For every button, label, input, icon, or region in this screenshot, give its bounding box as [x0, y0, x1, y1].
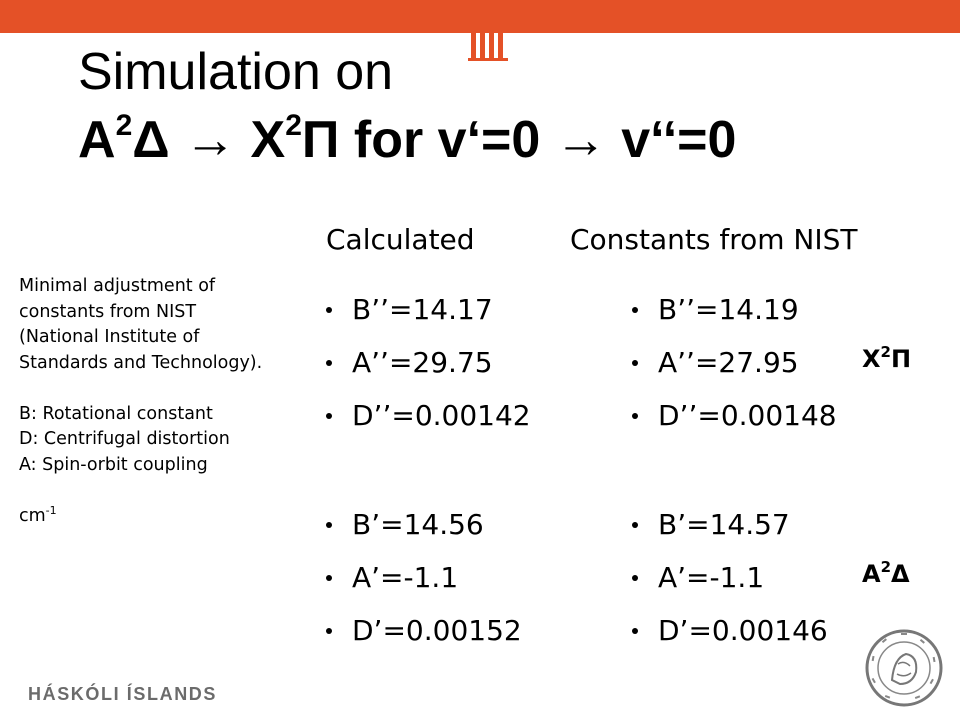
nist-header: Constants from NIST — [570, 223, 858, 256]
university-seal-icon — [864, 628, 944, 708]
calculated-upper-state-list — [326, 498, 522, 657]
nist-upper-state-list — [632, 498, 828, 657]
list-item: A’’=27.95 — [632, 336, 837, 389]
list-item: D’’=0.00148 — [632, 389, 837, 442]
list-item: B’=14.56 — [326, 498, 522, 551]
list-item: A’=-1.1 — [326, 551, 522, 604]
list-item: B’’=14.19 — [632, 283, 837, 336]
calculated-lower-state-list — [326, 283, 531, 442]
lower-state-label: $X^2\Pi$ — [862, 343, 912, 373]
list-item: D’=0.00146 — [632, 604, 828, 657]
unit-label: $cm^{-1}$ — [19, 503, 57, 526]
list-item: B’=14.57 — [632, 498, 828, 551]
list-item: D’=0.00152 — [326, 604, 522, 657]
explanation-note: Minimal adjustment of constants from NIST (National Institute of Standards and Technology). B: Rotational constant D: Centrifugal distortion A: Spin-orbit coupling $cm^{-1}$ — [19, 274, 289, 529]
slide-title: Simulation on — [78, 43, 394, 101]
university-brand-text: HÁSKÓLI ÍSLANDS — [28, 684, 218, 704]
calculated-header: Calculated — [326, 223, 475, 256]
slide-subtitle-transition: $A^2\Delta \to X^2\Pi$ for v‘=0 → v‘‘=0 — [78, 109, 737, 169]
list-item: A’=-1.1 — [632, 551, 828, 604]
list-item: A’’=29.75 — [326, 336, 531, 389]
university-columns-logo-icon — [466, 10, 510, 62]
list-item: B’’=14.17 — [326, 283, 531, 336]
nist-lower-state-list — [632, 283, 837, 442]
list-item: D’’=0.00142 — [326, 389, 531, 442]
upper-state-label: $A^2\Delta$ — [862, 558, 910, 588]
